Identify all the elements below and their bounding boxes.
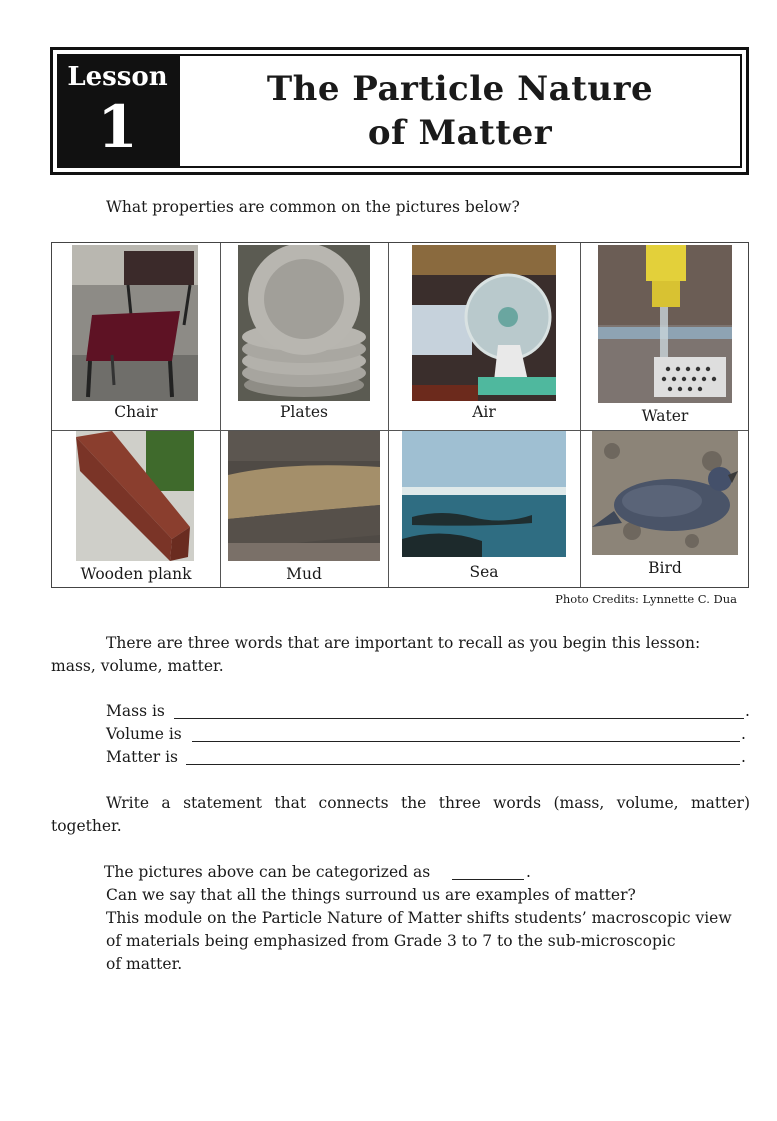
statement-line-2: together. <box>51 817 122 835</box>
module-line-1: This module on the Particle Nature of Matter shifts students’ macroscopic view <box>106 909 732 927</box>
chair-photo <box>72 245 198 401</box>
recall-line-1: There are three words that are important to recall as you begin this lesson: <box>106 634 701 652</box>
category-answer-blank[interactable] <box>452 863 524 880</box>
caption-mud: Mud <box>286 565 322 583</box>
lesson-badge <box>57 54 178 168</box>
caption-sea: Sea <box>469 563 499 581</box>
mass-definition-label: Mass is <box>106 702 165 720</box>
mass-answer-blank[interactable] <box>174 702 744 719</box>
photo-credits: Photo Credits: Lynnette C. Dua <box>555 592 737 606</box>
mud-photo <box>228 431 380 561</box>
statement-line-1: Write a statement that connects the three words (mass, volume, matter) <box>106 794 750 812</box>
plates-photo <box>238 245 370 401</box>
intro-question: What properties are common on the pictures below? <box>106 198 520 216</box>
lesson-header <box>50 47 749 175</box>
module-line-3: of matter. <box>106 955 183 973</box>
matter-answer-blank[interactable] <box>186 748 740 765</box>
fan-photo <box>412 245 556 401</box>
bird-photo <box>592 431 738 555</box>
wooden-plank-photo <box>76 431 194 561</box>
picture-grid <box>51 242 749 588</box>
lesson-label: Lesson <box>67 62 168 92</box>
module-line-2: of materials being emphasized from Grade 3 to 7 to the sub-microscopic <box>106 932 676 950</box>
water-photo <box>598 245 732 403</box>
caption-air: Air <box>472 403 496 421</box>
volume-answer-blank[interactable] <box>192 725 740 742</box>
lesson-number: 1 <box>97 93 138 161</box>
lesson-title <box>178 54 742 168</box>
caption-bird: Bird <box>648 559 682 577</box>
caption-plates: Plates <box>280 403 328 421</box>
matter-question: Can we say that all the things surround us are examples of matter? <box>106 886 636 904</box>
caption-chair: Chair <box>114 403 158 421</box>
volume-definition-label: Volume is <box>106 725 182 743</box>
caption-wooden-plank: Wooden plank <box>80 565 192 583</box>
sea-photo <box>402 431 566 557</box>
title-line-2: of Matter <box>367 113 553 153</box>
caption-water: Water <box>641 407 689 425</box>
categorized-label: The pictures above can be categorized as <box>104 863 431 881</box>
recall-line-2: mass, volume, matter. <box>51 657 224 675</box>
matter-definition-label: Matter is <box>106 748 178 766</box>
title-line-1: The Particle Nature <box>266 69 654 109</box>
worksheet-page: Lesson 1 The Particle Nature of Matter What properties are common on the pictures below? Chair Plates Air Water Wooden plank Mud Sea Bird Photo Credits: Lynnette C. Dua There are three words that are important to recall as you begin this lesson: mass, volume, matter. Mass is . Volume is . Matter is . Write a statement that connects the three words (mass, volume, matter) together. The pictures above can be categorized as . Can we say that all the things surround us are examples of matter? This module on the Particle Nature of Matter shifts students’ macroscopic view of materials being emphasized from Grade 3 to 7 to the sub-microscopic of matter. <box>0 0 777 1121</box>
